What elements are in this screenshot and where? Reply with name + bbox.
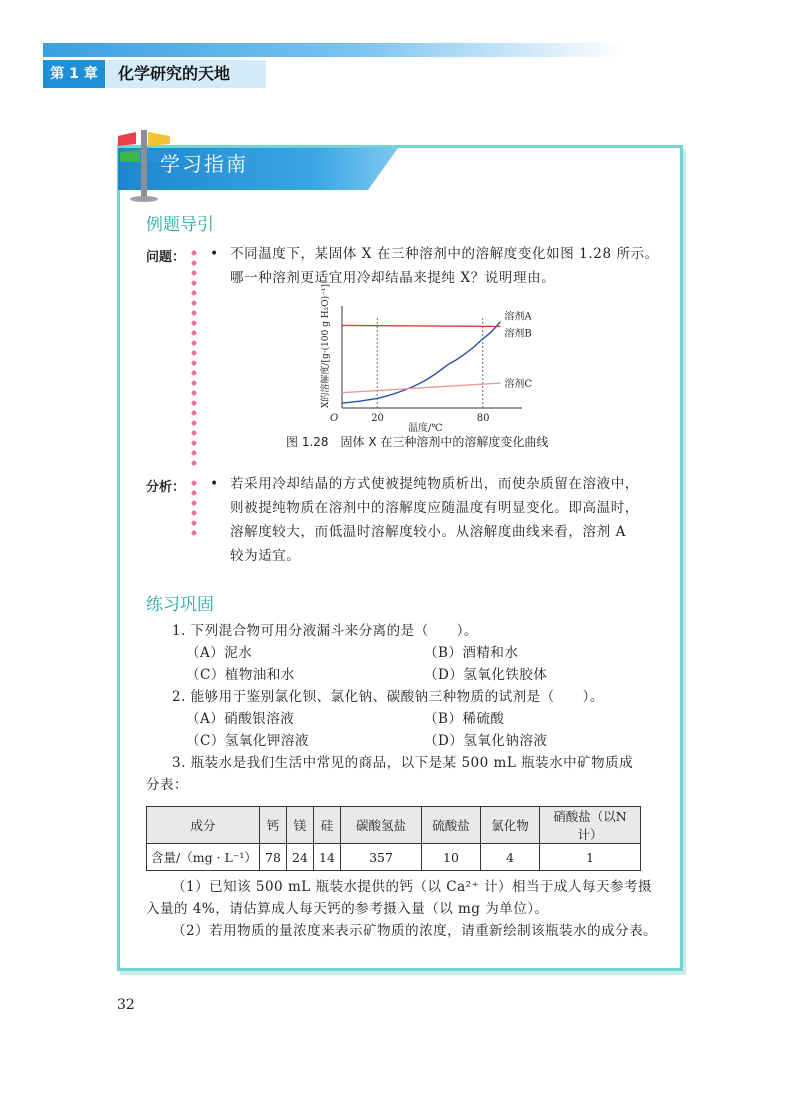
series-line [342,325,500,326]
question-3-line-2: 分表： [146,777,188,793]
table-header-row [147,807,641,844]
question-bullet: • [210,246,219,262]
table-cell: 4 [481,844,540,871]
q2-option-c: （C）氢氧化钾溶液 [186,733,309,749]
q1-option-b: （B）酒精和水 [424,645,519,661]
figure-caption: 图 1.28 固体 X 在三种溶剂中的溶解度变化曲线 [286,435,549,449]
legend-label: 溶剂C [504,379,533,391]
subquestion-2: （2）若用物质的量浓度来表示矿物质的浓度，请重新绘制该瓶装水的成分表。 [172,923,658,939]
table-header-cell: 硝酸盐（以N计） [540,807,641,844]
q2-option-d: （D）氢氧化钠溶液 [424,733,548,749]
table-header-cell: 成分 [147,807,260,844]
example-heading: 例题导引 [146,215,214,235]
analysis-line-1: 若采用冷却结晶的方式使被提纯物质析出，而使杂质留在溶液中， [230,476,639,492]
chapter-number: 第 1 章 [43,60,105,88]
question-line-2: 哪一种溶剂更适宜用冷却结晶来提纯 X？说明理由。 [230,270,556,286]
question-3-line-1: 3. 瓶装水是我们生活中常见的商品，以下是某 500 mL 瓶装水中矿物质成 [172,755,634,771]
origin-label: O [330,413,339,424]
table-cell: 78 [260,844,287,871]
table-cell: 24 [287,844,314,871]
legend-label: 溶剂B [504,328,532,340]
table-header-cell: 镁 [287,807,314,844]
table-row [147,844,641,871]
table-header-cell: 碳酸氢盐 [341,807,422,844]
table-header-cell: 硅 [314,807,341,844]
x-axis-label: 温度/℃ [408,423,443,434]
subquestion-1-line-2: 入量的 4%，请估算成人每天钙的参考摄入量（以 mg 为单位）。 [146,901,549,917]
analysis-line-2: 则被提纯物质在溶剂中的溶解度应随温度有明显变化。即高温时， [230,500,639,516]
guide-title: 学习指南 [160,152,248,176]
question-1: 1. 下列混合物可用分液漏斗来分离的是（ ）。 [172,623,478,639]
x-tick-label: 80 [476,413,490,424]
chapter-title: 化学研究的天地 [106,60,266,88]
question-2: 2. 能够用于鉴别氯化钡、氯化钠、碳酸钠三种物质的试剂是（ ）。 [172,689,604,705]
table-cell: 1 [540,844,641,871]
x-tick-label: 20 [371,413,384,424]
page-number: 32 [117,997,135,1013]
analysis-bullet: • [210,476,219,492]
y-axis-label: X的溶解度/[g·(100 g H₂O)⁻¹] [321,284,331,408]
table-cell: 10 [422,844,481,871]
solubility-chart [290,284,550,434]
analysis-label: 分析： [146,480,186,495]
analysis-line-4: 较为适宜。 [230,548,301,564]
q1-option-c: （C）植物油和水 [186,667,295,683]
q1-option-d: （D）氢氧化铁胶体 [424,667,548,683]
table-row-label: 含量/（mg · L⁻¹） [147,844,260,871]
question-label: 问题： [146,250,186,265]
q1-option-a: （A）泥水 [186,645,253,661]
q2-option-b: （B）稀硫酸 [424,711,505,727]
analysis-line-3: 溶解度较大，而低温时溶解度较小。从溶解度曲线来看，溶剂 A [230,524,626,540]
practice-heading: 练习巩固 [146,595,214,615]
table-header-cell: 硫酸盐 [422,807,481,844]
q2-option-a: （A）硝酸银溶液 [186,711,295,727]
table-header-cell: 钙 [260,807,287,844]
table-cell: 357 [341,844,422,871]
series-line [342,383,500,393]
question-line-1: 不同温度下，某固体 X 在三种溶剂中的溶解度变化如图 1.28 所示。 [230,246,659,262]
table-header-cell: 氯化物 [481,807,540,844]
legend-label: 溶剂A [504,311,532,323]
table-cell: 14 [314,844,341,871]
chapter-header-bar [43,43,623,57]
mineral-table [146,806,641,871]
analysis-dot-rule [190,478,198,538]
question-dot-rule [190,248,198,468]
subquestion-1-line-1: （1）已知该 500 mL 瓶装水提供的钙（以 Ca²⁺ 计）相当于成人每天参考摄 [172,879,652,895]
